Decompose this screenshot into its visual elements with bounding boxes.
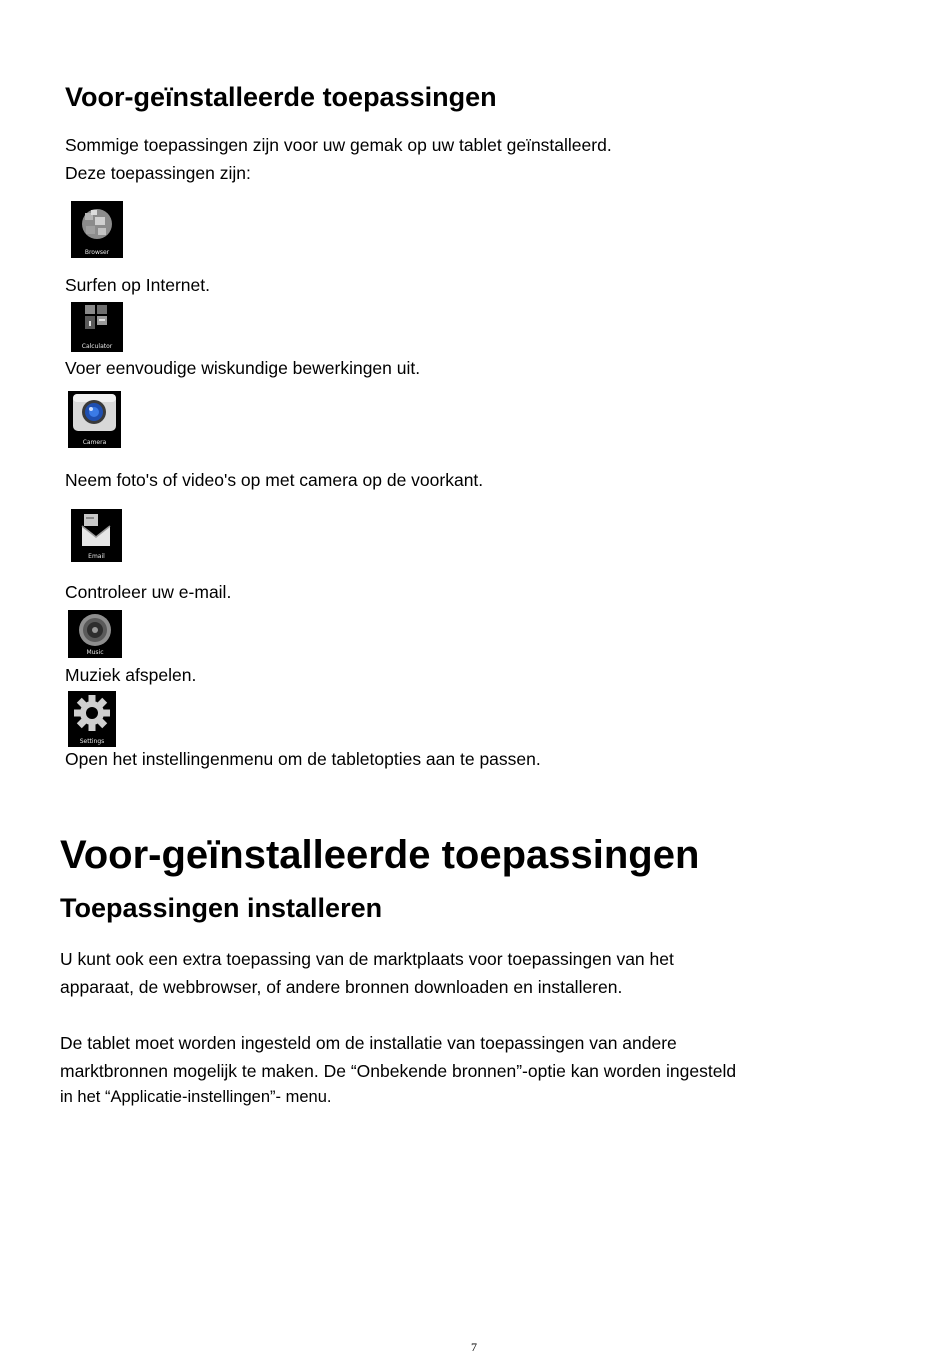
section-2-subtitle: Toepassingen installeren: [60, 893, 383, 923]
settings-icon: [68, 691, 116, 747]
settings-icon-label: Settings: [79, 738, 105, 745]
intro-text-line-2: Deze toepassingen zijn:: [65, 163, 251, 183]
paragraph-2-line-2: marktbronnen mogelijk te maken. De “Onbekende bronnen”-optie kan worden ingesteld: [60, 1061, 737, 1081]
browser-description: Surfen op Internet.: [65, 275, 210, 295]
email-icon-label: Email: [88, 553, 105, 560]
paragraph-1-line-1: U kunt ook een extra toepassing van de marktplaats voor toepassingen van het: [60, 949, 674, 969]
paragraph-2-line-3: in het “Applicatie-instellingen”- menu.: [60, 1088, 332, 1106]
calculator-icon: [71, 302, 123, 352]
settings-description: Open het instellingenmenu om de tabletopties aan te passen.: [65, 749, 541, 769]
paragraph-1-line-2: apparaat, de webbrowser, of andere bronnen downloaden en installeren.: [60, 977, 623, 997]
browser-icon: [71, 201, 123, 258]
camera-description: Neem foto's of video's op met camera op de voorkant.: [65, 470, 484, 490]
camera-icon: [68, 391, 121, 448]
music-description: Muziek afspelen.: [65, 665, 197, 685]
email-icon: [71, 509, 122, 562]
calculator-icon-label: Calculator: [81, 343, 113, 350]
camera-icon-label: Camera: [82, 439, 107, 446]
section-title: Voor-geïnstalleerde toepassingen: [65, 82, 497, 112]
page-number: 7: [471, 1340, 477, 1354]
calculator-description: Voer eenvoudige wiskundige bewerkingen uit.: [65, 358, 421, 378]
music-icon-label: Music: [86, 649, 104, 656]
section-2-title: Voor-geïnstalleerde toepassingen: [60, 833, 700, 877]
intro-text-line-1: Sommige toepassingen zijn voor uw gemak op uw tablet geïnstalleerd.: [65, 135, 612, 155]
email-description: Controleer uw e-mail.: [65, 582, 232, 602]
paragraph-2-line-1: De tablet moet worden ingesteld om de installatie van toepassingen van andere: [60, 1033, 677, 1053]
browser-icon-label: Browser: [84, 249, 110, 256]
music-icon: [68, 610, 122, 658]
